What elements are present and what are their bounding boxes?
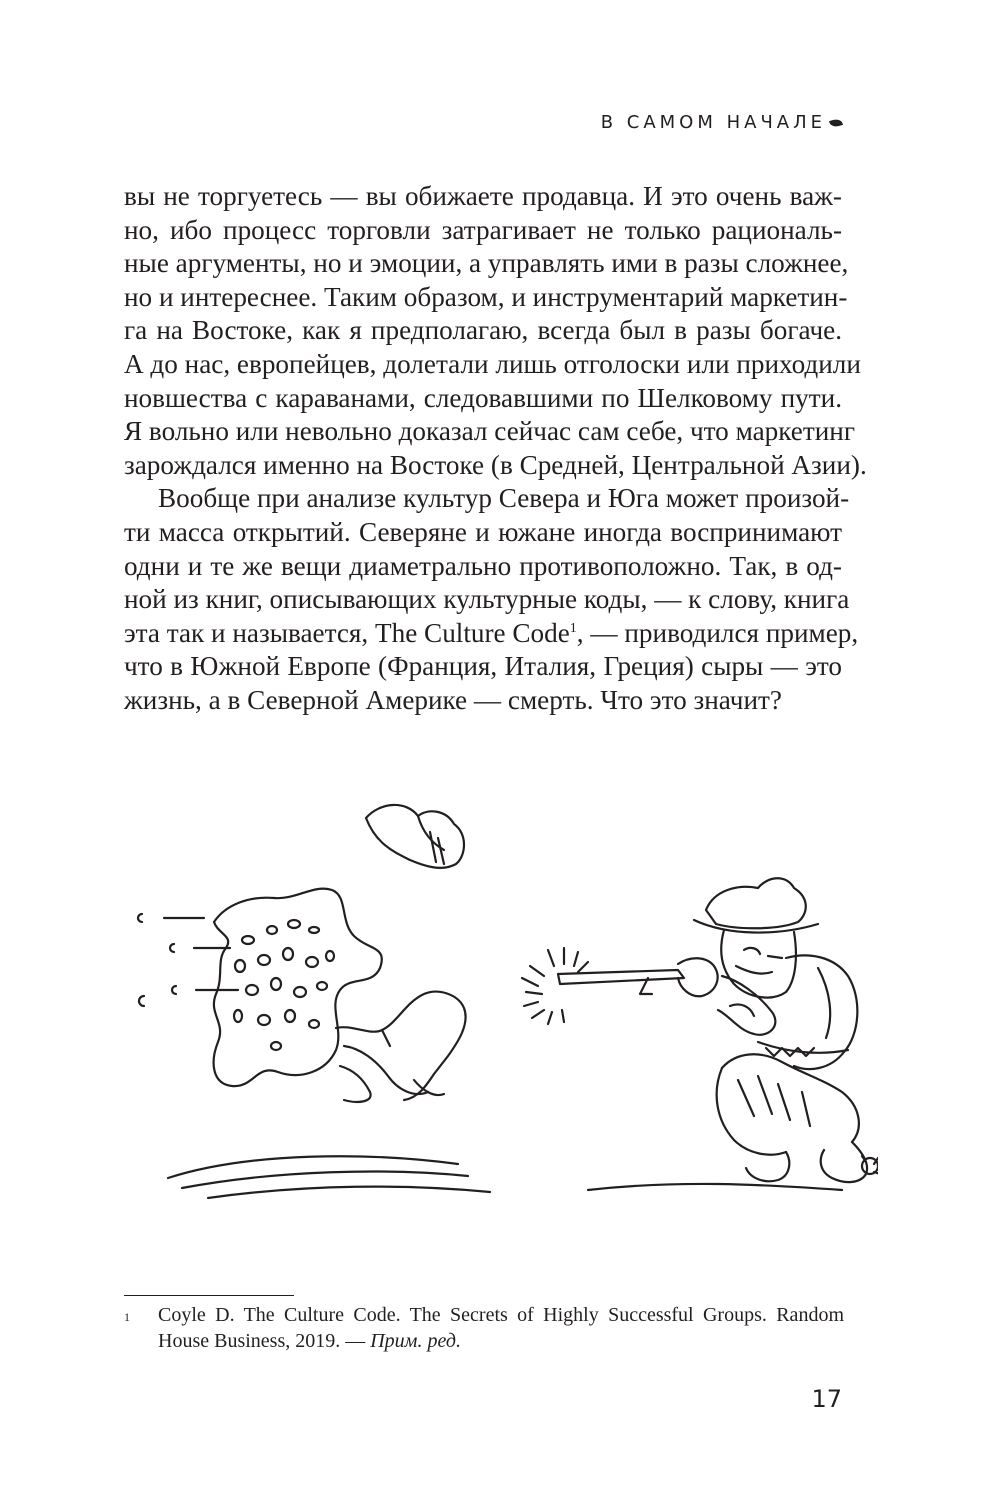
- flying-hat: [366, 805, 464, 868]
- text-line: га на Востоке, как я предполагаю, всегда был в разы богаче.: [124, 315, 842, 346]
- footnote-reference: 1: [569, 620, 577, 636]
- text-line: что в Южной Европе (Франция, Италия, Греция) сыры — это: [124, 651, 842, 682]
- text-line: Вообще при анализе культур Севера и Юга может произой-: [158, 483, 850, 514]
- body-text: [124, 180, 867, 718]
- cowboy-shooting-cheese-illustration: [118, 780, 878, 1220]
- speed-lines: [138, 914, 238, 1006]
- text-line: жизнь, а в Северной Америке — смерть. Что это значит?: [124, 684, 782, 715]
- text-segment: , — приводился пример,: [576, 617, 859, 648]
- text-line: ной из книг, описывающих культурные коды, — к слову, книга: [124, 584, 850, 615]
- footnote-line: [158, 1328, 844, 1354]
- running-title: В САМОМ НАЧАЛЕ: [600, 112, 826, 133]
- footnote-line: Coyle D. The Culture Code. The Secrets of Highly Successful Groups. Random: [158, 1304, 844, 1326]
- footnote-text: [158, 1302, 844, 1354]
- text-segment: эта так и называется, The Culture Code: [124, 617, 570, 648]
- footnote: [124, 1302, 844, 1354]
- leaf-ornament-icon: [829, 117, 843, 129]
- text-line: ти масса открытий. Северяне и южане иногда воспринимают: [124, 516, 842, 547]
- cowboy-figure: [558, 878, 878, 1182]
- cheese-figure: [214, 889, 466, 1102]
- text-line: новшества с караванами, следовавшими по Шелковому пути.: [124, 382, 842, 413]
- ground-scribbles: [168, 1156, 842, 1198]
- page-number: 17: [811, 1385, 842, 1413]
- running-header: [601, 112, 842, 133]
- paragraph-1: [124, 180, 867, 482]
- text-line: А до нас, европейцев, долетали лишь отголоски или приходили: [124, 348, 861, 379]
- text-line-with-footnote-ref: [124, 617, 859, 651]
- text-line: но и интереснее. Таким образом, и инструментарий маркетин-: [124, 281, 848, 312]
- text-line: вы не торгуетесь — вы обижаете продавца. И это очень важ-: [124, 181, 842, 211]
- text-line: но, ибо процесс торговли затрагивает не только рациональ-: [124, 214, 842, 245]
- footnote-mark: 1: [124, 1310, 130, 1324]
- text-line: Я вольно или невольно доказал сейчас сам себе, что маркетинг: [124, 416, 855, 447]
- paragraph-2: [124, 482, 859, 717]
- editor-note: Прим. ред.: [370, 1330, 461, 1352]
- text-line: зарождался именно на Востоке (в Средней, Центральной Азии).: [124, 449, 867, 480]
- text-line: ные аргументы, но и эмоции, а управлять ими в разы сложнее,: [124, 248, 849, 279]
- text-line: одни и те же вещи диаметрально противоположно. Так, в од-: [124, 550, 842, 581]
- muzzle-flash: [522, 948, 588, 1024]
- footnote-citation-tail: House Business, 2019. —: [158, 1330, 371, 1352]
- footnote-separator: [124, 1295, 294, 1296]
